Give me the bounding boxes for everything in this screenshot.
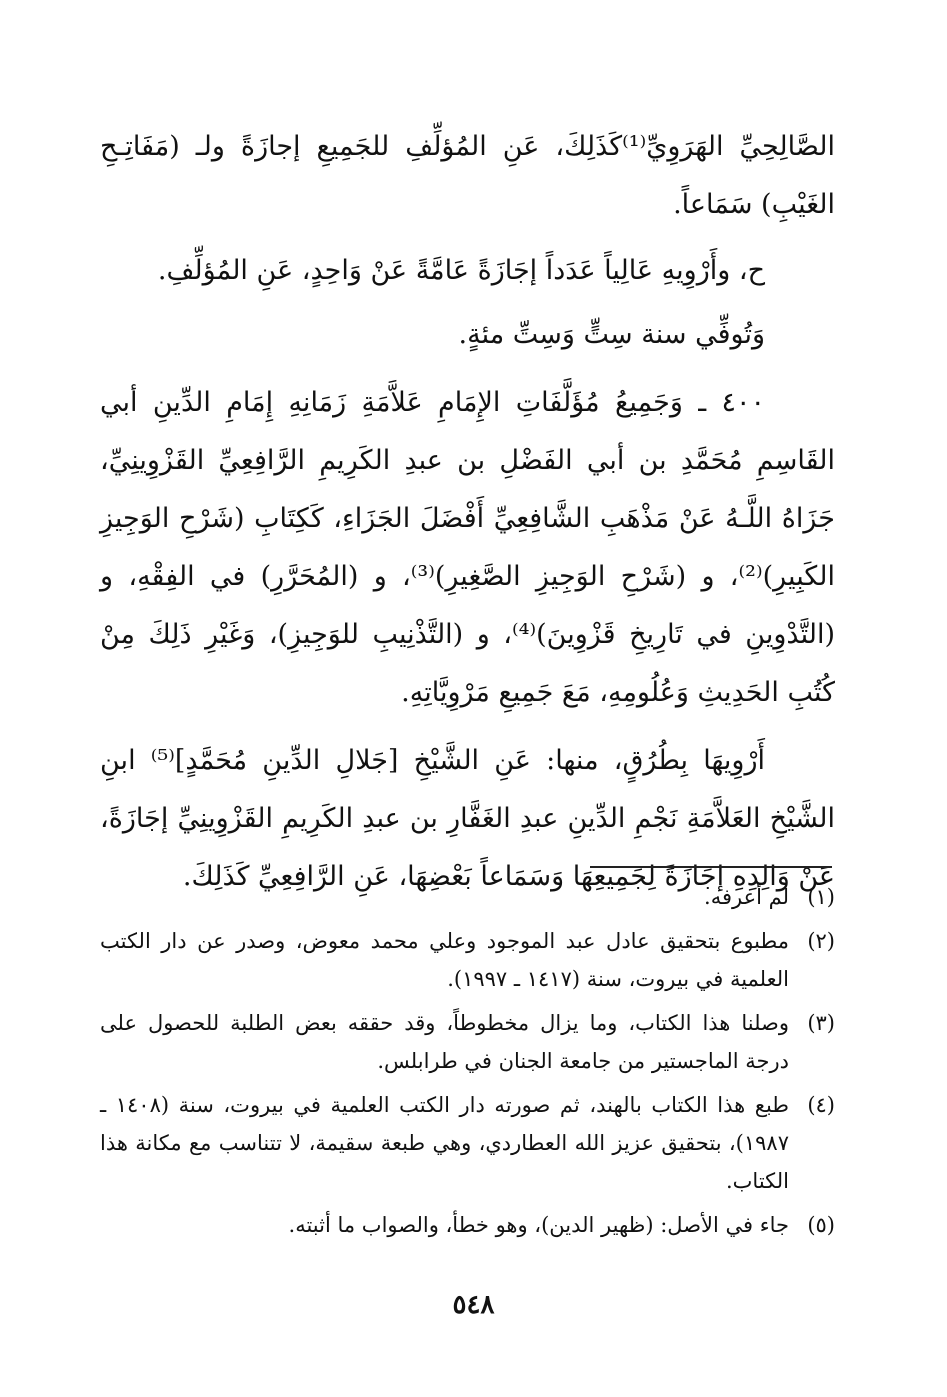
footnote-text: مطبوع بتحقيق عادل عبد الموجود وعلي محمد معوض، وصدر عن دار الكتب العلمية في بيروت، سنة (١٤١٧ ـ ١٩٩٧). <box>100 929 789 991</box>
paragraph-death: وَتُوفِّي سنة سِتٍّ وَسِتِّ مئةٍ. <box>458 319 765 350</box>
paragraph-entry-400: ٤٠٠ ـ وَجَمِيعُ مُؤَلَّفَاتِ الإِمَامِ عَلاَّمَةِ زَمَانِهِ إِمَامِ الدِّينِ أبي القَاسِمِ مُحَمَّدِ بن أبي الفَضْلِ بن عبدِ الكَرِيمِ الرَّافِعِيِّ القَزْوِينِيِّ، جَزَاهُ اللَّـهُ عَنْ مَذْهَبِ الشَّافِعِيِّ أَفْضَلَ الجَزَاءِ، كَكِتَابِ (شَرْحِ الوَجِيزِ الكَبِيرِ)⁽²⁾، و (شَرْحِ الوَجِيزِ الصَّغِيرِ)⁽³⁾، و (المُحَرَّرِ) في الفِقْهِ، و (التَّدْوِينِ في تَارِيخِ قَزْوِينَ)⁽⁴⁾، و (التَّذْنِيبِ للوَجِيزِ)، وَغَيْرِ ذَلِكَ مِنْ كُتُبِ الحَدِيثِ وَعُلُومِهِ، مَعَ جَمِيعِ مَرْوِيَّاتِهِ. <box>100 387 835 708</box>
footnote-number: (٣) <box>807 1011 835 1035</box>
footnote-number: (٥) <box>807 1213 835 1237</box>
footnote-text: لم أعرفه. <box>704 885 789 909</box>
footnote-number: (٤) <box>807 1093 835 1117</box>
paragraph-continuation: الصَّالِحِيِّ الهَرَوِيِّ⁽¹⁾كَذَلِكَ، عَنِ المُؤلِّفِ للجَمِيعِ إجازَةً ولـ (مَفَاتِـحِ الغَيْبِ) سَمَاعاً. <box>100 131 835 220</box>
footnote-text: طبع هذا الكتاب بالهند، ثم صورته دار الكتب العلمية في بيروت، سنة (١٤٠٨ ـ ١٩٨٧)، بتحقيق عزيز الله العطاردي، وهي طبعة سقيمة، لا تتناسب مع مكانة هذا الكتاب. <box>100 1093 790 1193</box>
footnote-text: جاء في الأصل: (ظهير الدين)، وهو خطأ، والصواب ما أثبته. <box>288 1213 789 1237</box>
footnote-separator <box>590 866 832 868</box>
footnote-2 <box>100 922 835 998</box>
page-number: ٥٤٨ <box>452 1290 495 1320</box>
paragraph-chain: ح، وأَرْوِيهِ عَالِياً عَدَداً إجَازَةً عَامَّةً عَنْ وَاحِدٍ، عَنِ المُؤلِّفِ. <box>157 255 765 286</box>
footnote-number: (١) <box>807 885 835 909</box>
footnotes <box>100 878 835 1250</box>
footnote-3 <box>100 1004 835 1080</box>
footnote-number: (٢) <box>807 929 835 953</box>
footnote-5 <box>100 1206 835 1244</box>
footnote-1 <box>100 878 835 916</box>
paragraph-narration: أَرْوِيهَا بِطُرُقٍ، منها: عَنِ الشَّيْخِ [جَلالِ الدِّينِ مُحَمَّدٍ]⁽⁵⁾ ابنِ الشَّيْخِ العَلاَّمَةِ نَجْمِ الدِّينِ عبدِ الغَفَّارِ بن عبدِ الكَرِيمِ القَزْوِينِيِّ إجَازَةً، عَنْ وَالِدِهِ إجَازَةً لِجَمِيعِهَا وَسَمَاعاً بَعْضِهَا، عَنِ الرَّافِعِيِّ كَذَلِكَ. <box>100 745 835 892</box>
footnote-text: وصلنا هذا الكتاب، وما يزال مخطوطاً، وقد حققه بعض الطلبة للحصول على درجة الماجستير من جامعة الجنان في طرابلس. <box>100 1011 789 1073</box>
main-text <box>100 118 835 906</box>
footnote-4 <box>100 1086 835 1200</box>
